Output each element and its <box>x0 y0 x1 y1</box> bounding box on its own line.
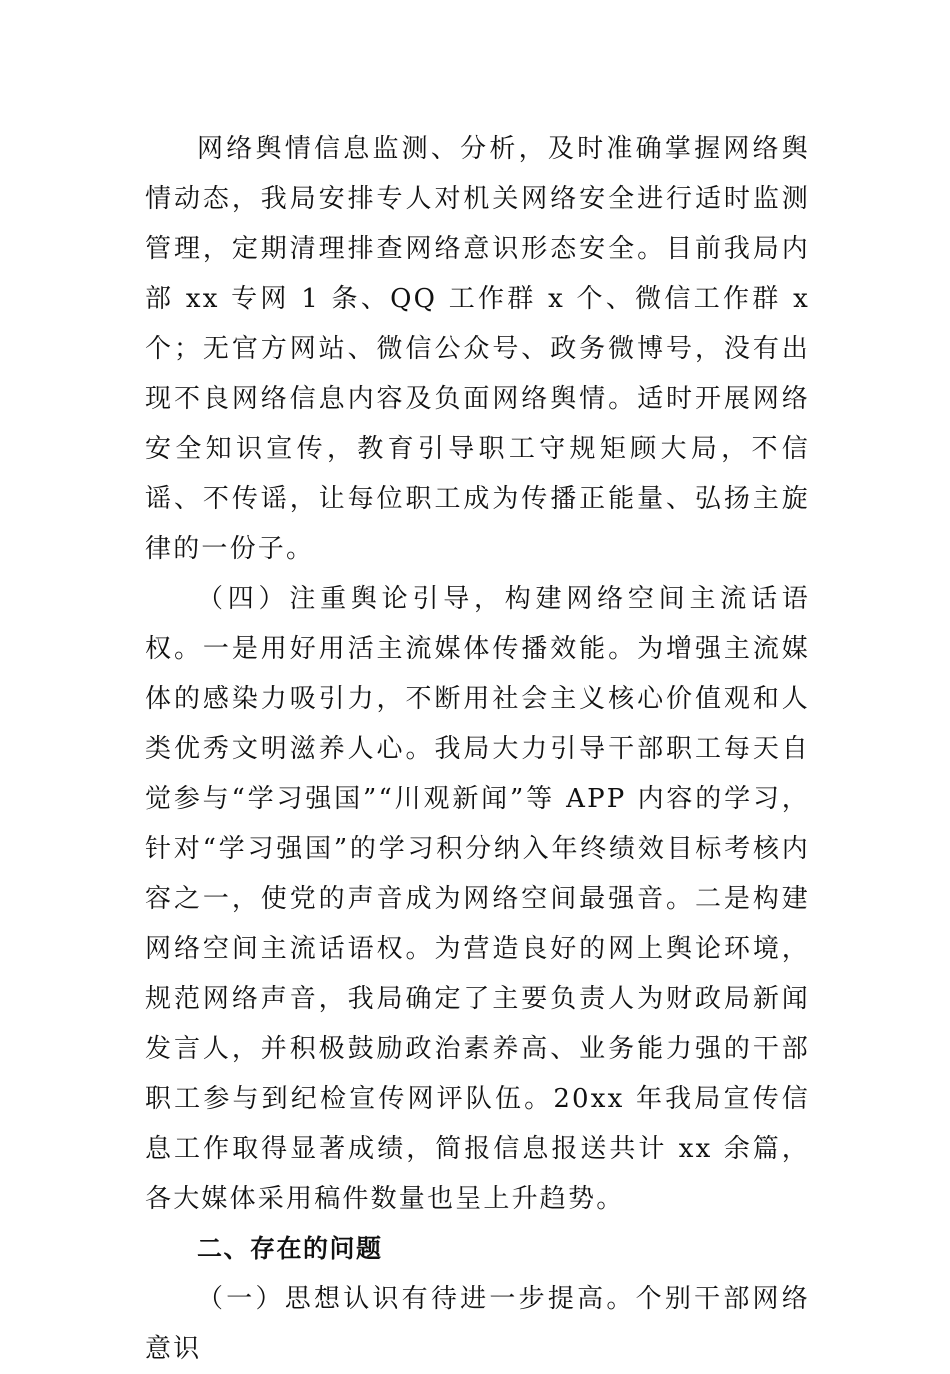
section-heading-problems: 二、存在的问题 <box>197 1234 383 1263</box>
paragraph-network-monitoring: 网络舆情信息监测、分析，及时准确掌握网络舆情动态，我局安排专人对机关网络安全进行适时监测管理，定期清理排查网络意识形态安全。目前我局内部 xx 专网 1 条、QQ 工作群 x 个、微信工作群 x 个；无官方网站、微信公众号、政务微博号，没有出现不良网络信息内容及负面网络舆情。适时开展网络安全知识宣传，教育引导职工守规矩顾大局，不信谣、不传谣，让每位职工成为传播正能量、弘扬主旋律的一份子。 <box>145 134 810 564</box>
document-body <box>145 124 810 1374</box>
paragraph-ideological-awareness: （一）思想认识有待进一步提高。个别干部网络意识 <box>145 1284 810 1364</box>
paragraph-public-opinion-guidance: （四）注重舆论引导，构建网络空间主流话语权。一是用好用活主流媒体传播效能。为增强主流媒体的感染力吸引力，不断用社会主义核心价值观和人类优秀文明滋养人心。我局大力引导干部职工每天自觉参与“学习强国”“川观新闻”等 APP 内容的学习，针对“学习强国”的学习积分纳入年终绩效目标考核内容之一，使党的声音成为网络空间最强音。二是构建网络空间主流话语权。为营造良好的网上舆论环境，规范网络声音，我局确定了主要负责人为财政局新闻发言人，并积极鼓励政治素养高、业务能力强的干部职工参与到纪检宣传网评队伍。20xx 年我局宣传信息工作取得显著成绩，简报信息报送共计 xx 余篇，各大媒体采用稿件数量也呈上升趋势。 <box>145 584 810 1214</box>
